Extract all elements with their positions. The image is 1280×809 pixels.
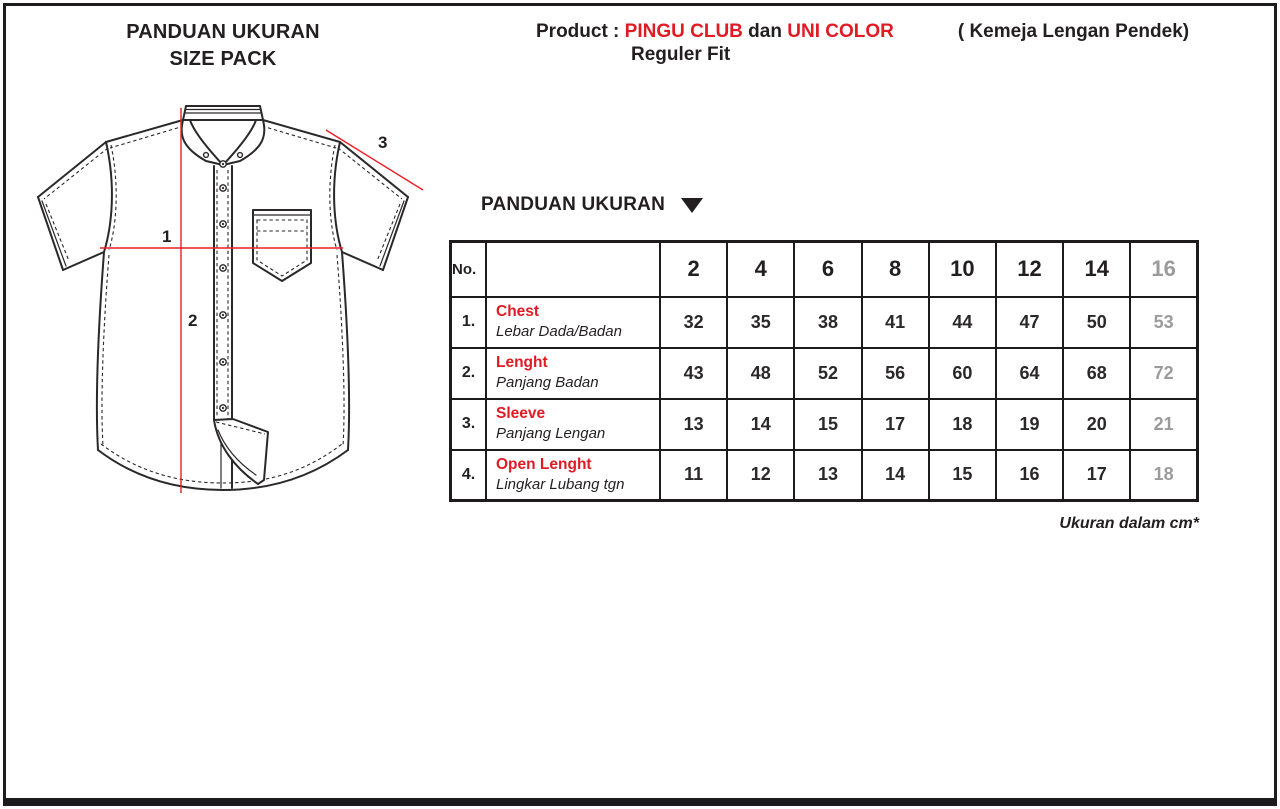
size-value: 15	[929, 450, 996, 501]
size-value: 20	[1063, 399, 1130, 450]
size-value: 43	[660, 348, 727, 399]
measurement-subtitle: Lingkar Lubang tgn	[496, 476, 625, 494]
callout-3-label: 3	[378, 133, 388, 152]
size-header-4: 4	[727, 242, 794, 297]
buttons	[220, 161, 226, 411]
size-value: 13	[794, 450, 861, 501]
size-table-row-1	[451, 297, 1198, 348]
measurement-name: Sleeve	[496, 405, 546, 423]
size-header-10: 10	[929, 242, 996, 297]
size-table-no-header: No.	[451, 242, 487, 297]
size-header-12: 12	[996, 242, 1063, 297]
size-header-8: 8	[862, 242, 929, 297]
size-value: 14	[727, 399, 794, 450]
table-section-heading	[481, 194, 703, 216]
size-value: 12	[727, 450, 794, 501]
unit-footnote: Ukuran dalam cm*	[1059, 515, 1199, 532]
size-value: 11	[660, 450, 727, 501]
row-number: 2.	[451, 348, 487, 399]
size-value: 56	[862, 348, 929, 399]
size-value: 53	[1130, 297, 1197, 348]
row-number: 4.	[451, 450, 487, 501]
size-table-row-4	[451, 450, 1198, 501]
size-table	[449, 240, 1199, 502]
triangle-down-icon	[681, 198, 703, 213]
size-value: 18	[1130, 450, 1197, 501]
size-table-row-2	[451, 348, 1198, 399]
chest-pocket	[253, 210, 311, 281]
size-value: 14	[862, 450, 929, 501]
measurement-subtitle: Lebar Dada/Badan	[496, 323, 622, 341]
size-value: 64	[996, 348, 1063, 399]
measurement-label	[486, 399, 660, 450]
measurement-subtitle: Panjang Lengan	[496, 425, 606, 443]
measurement-name: Chest	[496, 303, 540, 321]
size-value: 48	[727, 348, 794, 399]
size-table-header-row	[451, 242, 1198, 297]
table-section-heading-label: PANDUAN UKURAN	[481, 194, 665, 215]
product-type-note: ( Kemeja Lengan Pendek)	[957, 21, 1190, 42]
size-table-label-header	[486, 242, 660, 297]
size-header-16: 16	[1130, 242, 1197, 297]
size-value: 50	[1063, 297, 1130, 348]
product-brand-1: PINGU CLUB	[624, 21, 743, 42]
page-title	[118, 19, 328, 73]
size-value: 21	[1130, 399, 1197, 450]
size-value: 32	[660, 297, 727, 348]
size-value: 60	[929, 348, 996, 399]
shirt-diagram	[20, 98, 445, 523]
measurement-label	[486, 348, 660, 399]
size-value: 17	[1063, 450, 1130, 501]
size-value: 17	[862, 399, 929, 450]
size-table-row-3	[451, 399, 1198, 450]
measurement-label	[486, 450, 660, 501]
callout-1-label: 1	[162, 227, 172, 246]
left-sleeve	[38, 142, 116, 270]
size-value: 52	[794, 348, 861, 399]
row-number: 3.	[451, 399, 487, 450]
row-number: 1.	[451, 297, 487, 348]
collar	[182, 106, 265, 165]
right-sleeve	[330, 142, 408, 270]
bottom-bar	[3, 798, 1277, 806]
size-value: 72	[1130, 348, 1197, 399]
size-value: 15	[794, 399, 861, 450]
size-value: 35	[727, 297, 794, 348]
measurement-subtitle: Panjang Badan	[496, 374, 599, 392]
product-label: Product :	[536, 21, 625, 42]
measurement-line-sleeve	[326, 130, 423, 190]
product-brand-2: UNI COLOR	[787, 21, 894, 42]
size-value: 19	[996, 399, 1063, 450]
size-value: 16	[996, 450, 1063, 501]
size-header-2: 2	[660, 242, 727, 297]
size-value: 13	[660, 399, 727, 450]
size-value: 47	[996, 297, 1063, 348]
product-info	[536, 20, 1189, 66]
size-value: 18	[929, 399, 996, 450]
shirt-outline	[38, 106, 408, 490]
callout-2-label: 2	[188, 311, 198, 330]
product-line	[536, 20, 1189, 43]
placket-curl	[214, 419, 268, 484]
size-header-6: 6	[794, 242, 861, 297]
measurement-label	[486, 297, 660, 348]
size-header-14: 14	[1063, 242, 1130, 297]
size-value: 68	[1063, 348, 1130, 399]
measurement-name: Open Lenght	[496, 455, 592, 473]
size-value: 44	[929, 297, 996, 348]
measurement-name: Lenght	[496, 354, 548, 372]
product-conjunction: dan	[742, 21, 788, 42]
page-title-line1: PANDUAN UKURAN	[126, 21, 320, 43]
size-value: 41	[862, 297, 929, 348]
size-value: 38	[794, 297, 861, 348]
left-shoulder-seam	[106, 120, 183, 142]
product-fit: Reguler Fit	[631, 44, 731, 65]
shirt-body	[97, 252, 349, 490]
page-title-line2: SIZE PACK	[169, 48, 277, 70]
